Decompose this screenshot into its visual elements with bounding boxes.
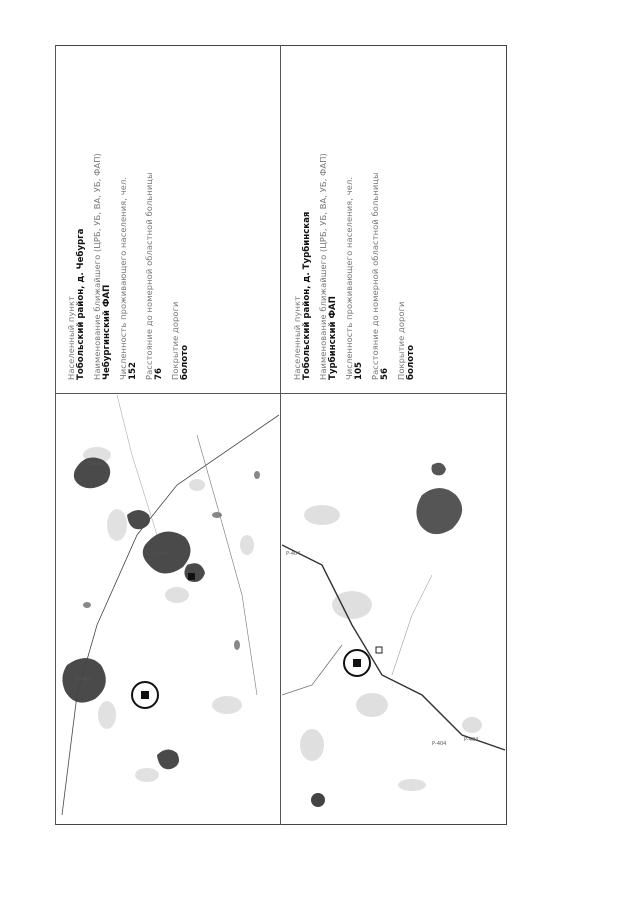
road-label-3: Р-404 xyxy=(464,737,479,743)
record-1-locality-value: Тобольский район, д. Чебурга xyxy=(76,228,86,380)
target-marker-2 xyxy=(344,650,370,676)
record-1-population-value: 152 xyxy=(128,362,138,380)
map-chebourga-svg xyxy=(57,395,279,823)
record-2-population-label: Численность проживающего населения, чел. xyxy=(344,176,354,380)
map-turbinskaya xyxy=(282,395,505,823)
lake-label-2: Озеро xyxy=(153,551,169,557)
record-1-facility-value: Чебургинский ФАП xyxy=(102,284,112,380)
row-divider xyxy=(55,45,56,825)
map-turbinskaya-svg xyxy=(282,395,505,823)
record-2-road-label: Покрытие дороги xyxy=(396,301,406,380)
record-2-column xyxy=(292,153,416,380)
map-chebourga xyxy=(57,395,279,823)
settlement-marker-1 xyxy=(188,573,195,580)
record-2-distance-value: 56 xyxy=(380,368,390,380)
record-2-facility-label: Наименование ближайшего (ЦРБ, УБ, ВА, УБ, ФАП) xyxy=(318,153,328,380)
record-1-column xyxy=(66,153,190,380)
lake-label-1: Озеро xyxy=(87,461,103,467)
record-2-distance-label: Расстояние до номерной областной больницы xyxy=(370,172,380,380)
road-label-1: Р-404 xyxy=(286,551,301,557)
hospital-marker xyxy=(376,647,382,653)
record-1-facility-label: Наименование ближайшего (ЦРБ, УБ, ВА, УБ, ФАП) xyxy=(92,153,102,380)
road-label-2: Р-404 xyxy=(432,741,447,747)
record-divider xyxy=(280,45,281,825)
record-2-population-value: 105 xyxy=(354,362,364,380)
record-1-road-label: Покрытие дороги xyxy=(170,301,180,380)
lake-label-3: Озеро xyxy=(75,676,91,682)
record-1-population-label: Численность проживающего населения, чел. xyxy=(118,176,128,380)
target-marker-1 xyxy=(132,682,158,708)
record-2-locality-label: Населенный пункт xyxy=(292,295,302,380)
record-1-locality-label: Населенный пункт xyxy=(66,295,76,380)
record-2-facility-value: Турбинский ФАП xyxy=(328,296,338,380)
column-divider xyxy=(55,393,507,394)
record-1-distance-label: Расстояние до номерной областной больницы xyxy=(144,172,154,380)
record-2-locality-value: Тобольский район, д. Турбинская xyxy=(302,211,312,380)
record-1-distance-value: 76 xyxy=(154,368,164,380)
record-1-road-value: болото xyxy=(180,345,190,380)
record-2-road-value: болото xyxy=(406,345,416,380)
town-marker xyxy=(311,793,325,807)
